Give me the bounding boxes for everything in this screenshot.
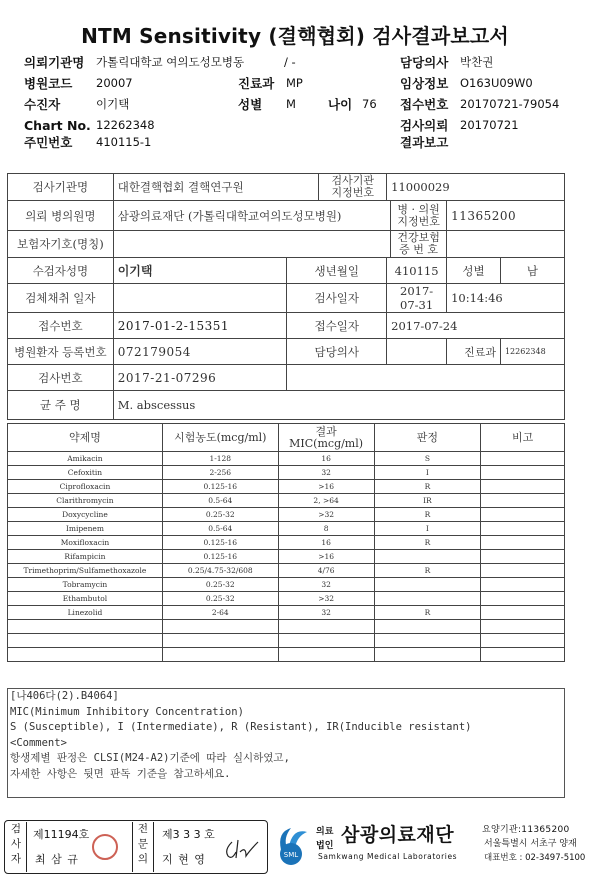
result-drug: Trimethoprim/Sulfamethoxazole [8,564,163,578]
result-note [481,592,565,606]
accept-date-value: 2017-07-24 [387,313,565,339]
result-mic: 2, >64 [278,494,374,508]
test-no-empty [287,365,565,391]
doctor-name: 지 현 영 [162,853,206,866]
info-table [7,173,565,420]
doctor-label-foot [132,822,154,872]
health-label-2: 증 번 호 [399,243,439,256]
result-row [8,592,565,606]
result-mic: 16 [278,536,374,550]
result-row [8,494,565,508]
result-drug: Rifampicin [8,550,163,564]
result-row [8,466,565,480]
chart-label: Chart No. [24,118,91,133]
result-note [481,452,565,466]
result-row [8,536,565,550]
results-body [8,452,565,662]
empty-cell [8,634,163,648]
dept-label-cell: 진료과 [447,339,501,365]
result-note [481,550,565,564]
empty-cell [162,620,278,634]
col-mic-1: 결과 [315,424,337,438]
logo-prefix-1: 의료 [316,827,334,837]
test-req-value: 20170721 [460,118,519,132]
result-conc: 0.5-64 [162,494,278,508]
result-judge: R [374,508,481,522]
result-conc: 0.25-32 [162,508,278,522]
test-date-label: 검사일자 [287,284,387,313]
chart-value: 12262348 [96,118,155,132]
hosp-no-label [391,201,447,231]
col-drug: 약제명 [8,424,163,452]
result-mic: >16 [278,480,374,494]
result-row [8,522,565,536]
birth-value: 410115 [387,258,447,284]
result-mic: >32 [278,508,374,522]
health-label [391,231,447,258]
result-judge: R [374,606,481,620]
sex-label-cell: 성별 [447,258,501,284]
empty-cell [278,634,374,648]
result-judge: I [374,522,481,536]
result-mic: >16 [278,550,374,564]
contact-1: 요양기관:11365200 [482,825,570,835]
signature-scribble [222,836,260,862]
empty-row [8,634,565,648]
test-org-value: 대한결핵협회 결핵연구원 [113,174,319,201]
test-no-value: 2017-21-07296 [113,365,287,391]
contact-2: 서울특별시 서초구 양재 [484,839,577,849]
result-drug: Ciprofloxacin [8,480,163,494]
comment-box [7,688,565,798]
logo-name: 삼광의료재단 [341,824,455,846]
org-label: 의뢰기관명 [24,55,85,70]
insured-label: 보험자기호(명칭) [8,231,114,258]
doctor-value-cell [387,339,447,365]
collect-value [113,284,287,313]
result-note [481,466,565,480]
test-date-value: 2017-07-31 [387,284,447,313]
report-title: NTM Sensitivity (결핵협회) 검사결과보고서 [81,24,509,48]
test-org-no-value: 11000029 [387,174,565,201]
insured-value [113,231,390,258]
tester-name: 최 삼 규 [35,853,79,866]
comment-line: S (Susceptible), I (Intermediate), R (Resistant), IR(Inducible resistant) [10,721,472,733]
result-judge: R [374,536,481,550]
empty-cell [8,620,163,634]
comment-line: 자세한 사항은 뒷면 판독 기준을 참고하세요. [10,767,231,780]
test-org-no-label [319,174,387,201]
result-label: 결과보고 [400,135,449,150]
result-drug: Doxycycline [8,508,163,522]
reg-no-label: 병원환자 등록번호 [8,339,114,365]
test-no-label: 검사번호 [8,365,114,391]
result-judge [374,578,481,592]
health-label-1: 건강보험 [397,231,440,244]
hosp-no-label-1: 병 · 의원 [397,202,440,216]
result-mic: 32 [278,606,374,620]
id-label: 주민번호 [24,135,73,150]
reg-no-value: 072179054 [113,339,287,365]
tester-no: 제11194호 [33,828,90,841]
empty-cell [278,620,374,634]
result-judge: R [374,480,481,494]
hosp-no-label-2: 지정번호 [397,214,440,228]
age-label: 나이 [328,97,353,112]
hosp-code-value: 20007 [96,76,133,90]
result-note [481,480,565,494]
result-mic: 32 [278,578,374,592]
logo-prefix-2: 법인 [316,841,334,851]
birth-label: 생년월일 [287,258,387,284]
result-drug: Cefoxitin [8,466,163,480]
comment-line: <Comment> [10,736,67,749]
org-value: 가톨릭대학교 여의도성모병동 [96,55,245,69]
result-note [481,536,565,550]
hosp-code-label: 병원코드 [24,76,73,91]
result-conc: 2-64 [162,606,278,620]
accept-date-label: 접수일자 [287,313,387,339]
result-drug: Linezolid [8,606,163,620]
doctor-value: 박찬권 [460,55,494,69]
recv-value: 20170721-79054 [460,97,560,111]
sml-logo-icon [273,822,309,866]
dept-value-cell: 12262348 [500,339,564,365]
doctor-no: 제3 3 3 호 [162,828,215,841]
result-conc: 2-256 [162,466,278,480]
result-row [8,578,565,592]
result-note [481,508,565,522]
result-conc: 1-128 [162,452,278,466]
patient-label: 수진자 [24,97,61,112]
sml-logo-mark: SML [283,851,299,859]
result-row [8,564,565,578]
result-conc: 0.25/4.75-32/608 [162,564,278,578]
empty-cell [374,648,481,662]
result-note [481,564,565,578]
hosp-no-value: 11365200 [447,201,565,231]
doctor-label-cell: 담당의사 [287,339,387,365]
vertical-char: 의 [137,853,149,865]
vertical-char: 전 [137,823,149,835]
doctor-label: 담당의사 [400,55,449,70]
result-judge: S [374,452,481,466]
result-note [481,606,565,620]
test-org-no-label-2: 지정번호 [331,186,374,199]
req-hosp-value: 삼광의료재단 (가톨릭대학교여의도성모병원) [113,201,390,231]
empty-row [8,620,565,634]
result-row [8,606,565,620]
result-note [481,578,565,592]
org-slash: / - [284,55,296,69]
vertical-char: 검 [10,823,22,835]
result-mic: 4/76 [278,564,374,578]
result-judge: I [374,466,481,480]
vertical-char: 자 [10,853,22,865]
sex-value-cell: 남 [500,258,564,284]
result-mic: 8 [278,522,374,536]
col-conc: 시험농도(mcg/ml) [162,424,278,452]
clinical-value: O163U09W0 [460,76,533,90]
test-req-label: 검사의뢰 [400,118,449,133]
species-value: M. abscessus [113,391,564,420]
col-judge: 판정 [374,424,481,452]
results-table [7,423,565,662]
empty-cell [162,648,278,662]
sex-label: 성별 [238,97,263,112]
dept-label: 진료과 [238,76,275,91]
result-drug: Imipenem [8,522,163,536]
vertical-char: 사 [10,838,22,850]
empty-cell [481,620,565,634]
result-conc: 0.125-16 [162,550,278,564]
result-drug: Clarithromycin [8,494,163,508]
collect-label: 검체채취 일자 [8,284,114,313]
test-time-value: 10:14:46 [447,284,565,313]
tester-label [6,822,27,872]
result-judge [374,550,481,564]
result-conc: 0.25-32 [162,592,278,606]
tester-seal [92,834,118,860]
result-mic: 32 [278,466,374,480]
comment-line: [나406다(2).B4064] [10,690,119,702]
test-org-label: 검사기관명 [8,174,114,201]
comment-line: 항생제별 판정은 CLSI(M24-A2)기준에 따라 실시하였고, [10,752,290,764]
empty-cell [8,648,163,662]
accept-no-value: 2017-01-2-15351 [113,313,287,339]
sex-value: M [286,97,296,111]
empty-cell [481,648,565,662]
name-label: 수검자성명 [8,258,114,284]
result-judge: IR [374,494,481,508]
species-label: 균 주 명 [8,391,114,420]
test-org-no-label-1: 검사기관 [331,174,374,187]
recv-label: 접수번호 [400,97,449,112]
contact-3: 대표번호 : 02-3497-5100 [484,853,586,863]
col-mic-2: MIC(mcg/ml) [289,436,364,450]
age-value: 76 [362,97,377,111]
logo-en: Samkwang Medical Laboratories [318,852,458,861]
empty-cell [162,634,278,648]
empty-cell [278,648,374,662]
report-header [0,0,590,160]
name-value: 이기택 [113,258,287,284]
req-hosp-label: 의뢰 병의원명 [8,201,114,231]
clinical-label: 임상정보 [400,76,449,91]
col-note: 비고 [481,424,565,452]
empty-row [8,648,565,662]
patient-value: 이기택 [96,97,130,111]
result-judge [374,592,481,606]
result-conc: 0.25-32 [162,578,278,592]
health-value [447,231,565,258]
empty-cell [374,620,481,634]
result-drug: Tobramycin [8,578,163,592]
result-conc: 0.125-16 [162,480,278,494]
col-mic [278,424,374,452]
id-value: 410115-1 [96,135,152,149]
result-row [8,480,565,494]
report-footer [0,818,590,876]
result-judge: R [374,564,481,578]
result-note [481,522,565,536]
accept-no-label: 접수번호 [8,313,114,339]
result-conc: 0.5-64 [162,522,278,536]
vertical-char: 문 [137,838,149,850]
result-note [481,494,565,508]
result-drug: Amikacin [8,452,163,466]
result-drug: Ethambutol [8,592,163,606]
comment-line: MIC(Minimum Inhibitory Concentration) [10,705,244,718]
result-mic: >32 [278,592,374,606]
result-conc: 0.125-16 [162,536,278,550]
dept-value: MP [286,76,303,90]
result-row [8,550,565,564]
result-mic: 16 [278,452,374,466]
result-drug: Moxifloxacin [8,536,163,550]
result-row [8,508,565,522]
empty-cell [481,634,565,648]
result-row [8,452,565,466]
empty-cell [374,634,481,648]
